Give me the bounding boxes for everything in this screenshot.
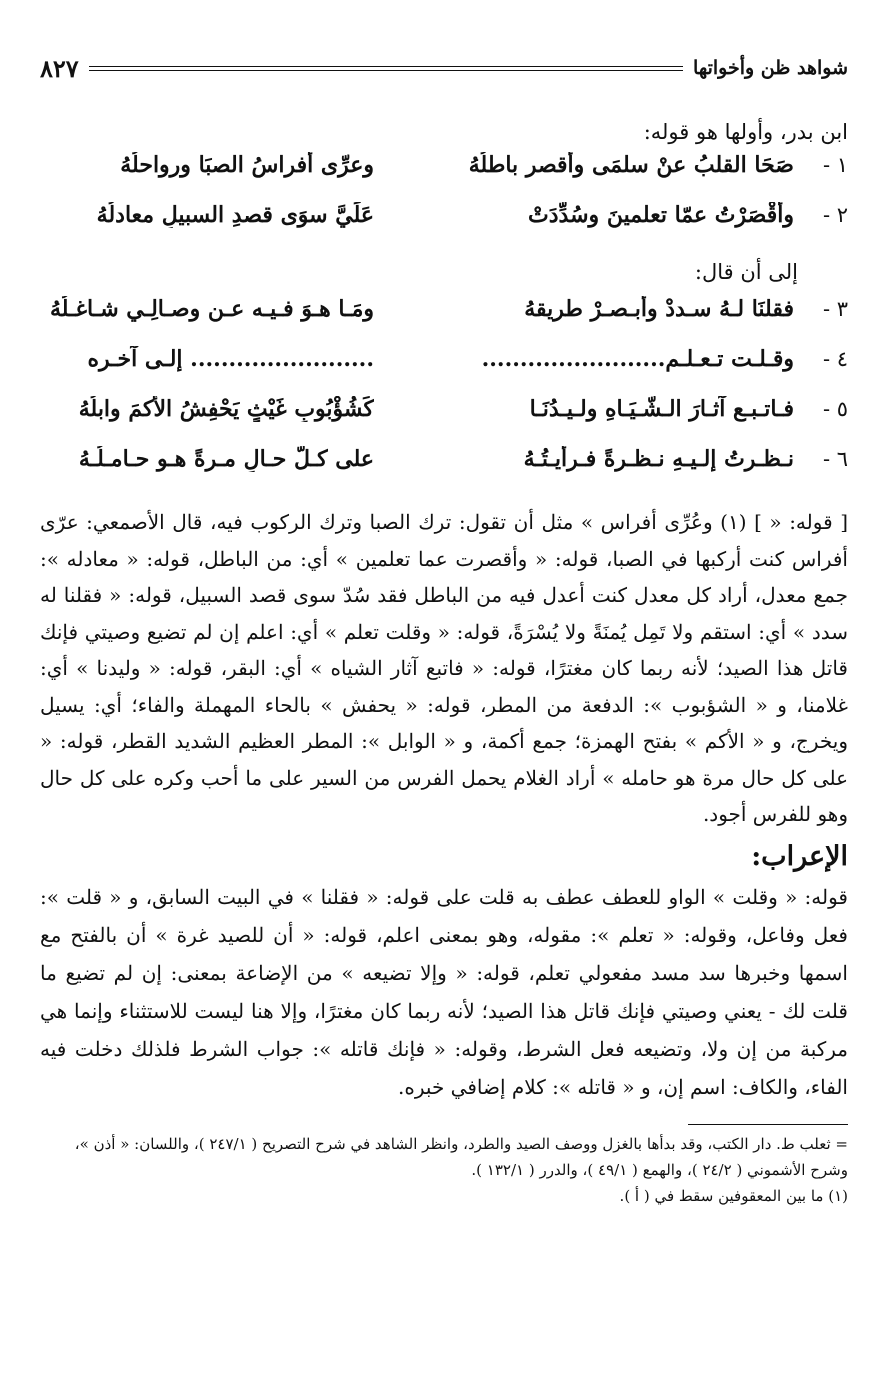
- verse-first-hemistich: وقـلـت تـعـلـم........................: [481, 346, 794, 372]
- section-heading: الإعراب:: [751, 840, 848, 872]
- verse-second-hemistich: ومَـا هـوَ فـيـه عـن وصـالِـي شـاغـلُهُ: [50, 296, 374, 322]
- verse-number: ٦ -: [822, 447, 848, 471]
- verse-row: [40, 346, 848, 396]
- verse-second-hemistich: كَشُؤْبُوبِ غَيْثٍ يَحْفِشُ الأكمَ وابلُهُ: [78, 396, 374, 422]
- page-number: ٨٢٧: [40, 53, 79, 83]
- footnote-separator: [688, 1124, 848, 1125]
- verse-row: [40, 396, 848, 446]
- chapter-title: شواهد ظن وأخواتها: [693, 57, 848, 79]
- verse-row: [40, 202, 848, 252]
- grammar-paragraph: قوله: « وقلت » الواو للعطف عطف به قلت على قوله: « فقلنا » في البيت السابق، و « قلت »: فعل وفاعل، وقوله: « تعلم »: مقوله، وهو بمعنى اعلم، قوله: « أن للصيد غرة » أن بالفتح مع اسمها وخبرها سد مسد مفعولي تعلم، قوله: « وإلا تضيعه » من الإضاعة بمعنى: إن لم تضيع ما قلت لك - يعني وصيتي فإنك قاتل هذا الصيد؛ لأنه ربما كان مغترًا، وإلا هنا ليست للاستثناء وإنما هي مركبة من إن ولا، وتضيعه فعل الشرط، وقوله: « فإنك قاتله »: جواب الشرط فلذلك دخلت فيه الفاء، والكاف: اسم إن، و « قاتله »: كلام إضافي خبره.: [40, 884, 848, 1099]
- page: [40, 48, 848, 1209]
- footnote: = ثعلب ط. دار الكتب، وقد بدأها بالغزل ووصف الصيد والطرد، وانظر الشاهد في شرح التصريح ( ٢٤٧/١ )، واللسان: « أذن »، وشرح الأشموني ( ٢٤/٢ )، والهمع ( ٤٩/١ )، والدرر ( ١٣٢/١ ).: [74, 1134, 848, 1179]
- intro-line: ابن بدر، وأولها هو قوله:: [643, 120, 848, 144]
- commentary: [40, 504, 848, 833]
- verse-first-hemistich: وأقْصَرْتُ عمّا تعلمينَ وسُدِّدَتْ: [528, 202, 794, 228]
- verse-second-hemistich: عَلَيَّ سوَى قصدِ السبيلِ معادلُهُ: [96, 202, 374, 228]
- verse-first-hemistich: صَحَا القلبُ عنْ سلمَى وأقصر باطلُهُ: [468, 152, 794, 178]
- footnotes: [40, 1131, 848, 1209]
- poem-block-2: [40, 296, 848, 496]
- running-header: [40, 48, 848, 88]
- verse-first-hemistich: فـاتـبـع آثـارَ الـشّـيَـاهِ ولـيـدُنَـا: [529, 396, 794, 422]
- interlude-line: إلى أن قال:: [694, 260, 798, 284]
- header-rule: [89, 66, 683, 71]
- verse-second-hemistich: ........................ إلـى آخـره: [87, 346, 374, 372]
- commentary-paragraph: [ قوله: « ] (١) وعُرِّى أفراس » مثل أن تقول: ترك الصبا وترك الركوب فيه، قال الأصمعي: عرّى أفراس كنت أركبها في الصبا، قوله: « وأقصرت عما تعلمين » أي: من الباطل، قوله: « معادله »: جمع معدل، أراد كل معدل كنت أعدل فيه من الباطل فقد سُدّ سوى قصد السبيل، قوله: « فقلنا له سدد » أي: استقم ولا تَمِل يُمنَةً ولا يُسْرَةً، قوله: « وقلت تعلم » أي: اعلم إن لم تضيع وصيتي فإنك قاتل هذا الصيد؛ لأنه ربما كان مغترًا، قوله: « فاتبع آثار الشياه » أي: البقر، قوله: « وليدنا » أي: غلامنا، و « الشؤبوب »: الدفعة من المطر، قوله: « يحفش » بالحاء المهملة والفاء؛ أي: يسيل ويخرج، و « الأكم » بفتح الهمزة؛ جمع أكمة، و « الوابل »: المطر العظيم الشديد القطر، قوله: « على كل حال مرة هو حامله » أراد الغلام يحمل الفرس من السير على ما أحب وكره على كل حال وهو للفرس أجود.: [40, 510, 848, 826]
- poem-block-1: [40, 152, 848, 252]
- verse-first-hemistich: فقلنَا لـهُ سـددْ وأبـصـرْ طريقهُ: [524, 296, 794, 322]
- verse-second-hemistich: على كـلّ حـالٍ مـرةً هـو حـامـلُـهُ: [78, 446, 374, 472]
- verse-second-hemistich: وعرِّى أفراسُ الصبَا ورواحلُهُ: [120, 152, 374, 178]
- verse-row: [40, 446, 848, 496]
- verse-row: [40, 152, 848, 202]
- verse-number: ١ -: [822, 153, 848, 177]
- verse-number: ٣ -: [822, 297, 848, 321]
- verse-number: ٥ -: [822, 397, 848, 421]
- verse-row: [40, 296, 848, 346]
- grammar-analysis: [40, 878, 848, 1106]
- verse-number: ٢ -: [822, 203, 848, 227]
- verse-first-hemistich: نـظـرتُ إلـيـهِ نـظـرةً فـرأيـتُـهُ: [523, 446, 794, 472]
- footnote: (١) ما بين المعقوفين سقط في ( أ ).: [619, 1186, 848, 1205]
- verse-number: ٤ -: [822, 347, 848, 371]
